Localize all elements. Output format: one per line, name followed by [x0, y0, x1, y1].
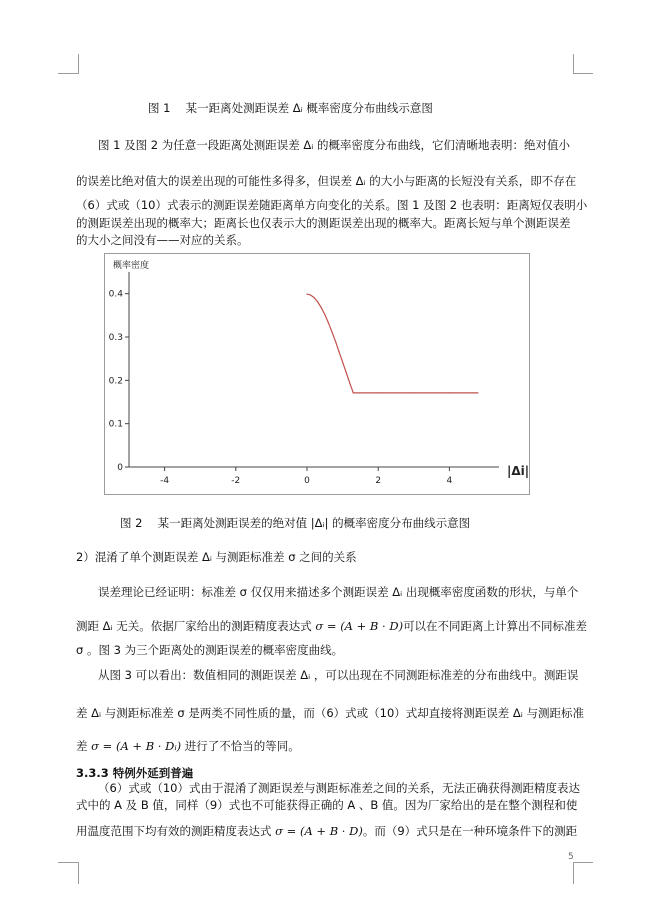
y-tick-label: 0.4 [108, 289, 123, 300]
data-point [378, 392, 379, 393]
paragraph-1-line-5: 的大小之间没有——对应的关系。 [76, 233, 249, 247]
paragraph-4-line-3-end: 。而（9）式只是在一种环境条件下的测距 [362, 824, 578, 838]
precision-formula: σ = (A + B · D) [315, 619, 404, 633]
x-axis-title: |Δi| [507, 464, 529, 478]
crop-mark-bottom-left-v [78, 862, 79, 884]
figure-2-chart [104, 253, 530, 495]
x-tick-label: -4 [160, 476, 170, 486]
figure-1-caption: 图 1 某一距离处测距误差 Δᵢ 概率密度分布曲线示意图 [148, 101, 433, 115]
y-tick-label: 0.3 [108, 333, 123, 343]
paragraph-2-line-3: σ 。图 3 为三个距离处的测距误差的概率密度曲线。 [76, 643, 344, 657]
paragraph-3-line-3-end: 进行了不恰当的等同。 [181, 739, 300, 753]
data-point [331, 331, 332, 332]
x-tick-label: 0 [304, 476, 310, 486]
paragraph-2-line-1: 误差理论已经证明：标准差 σ 仅仅用来描述多个测距误差 Δᵢ 出现概率密度函数的形状，与单个 [98, 585, 579, 599]
data-point [317, 301, 318, 302]
paragraph-3-line-3-start: 差 [76, 739, 92, 753]
series-line [307, 294, 478, 393]
page-number: 5 [568, 852, 574, 862]
data-point [314, 297, 315, 298]
paragraph-4-line-3 [76, 823, 577, 839]
paragraph-2-line-2 [76, 618, 587, 634]
section-2-heading: 2）混淆了单个测距误差 Δᵢ 与测距标准差 σ 之间的关系 [76, 550, 357, 564]
crop-mark-top-left-h [58, 73, 78, 74]
paragraph-1-line-1: 图 1 及图 2 为任意一段距离处测距误差 Δᵢ 的概率密度分布曲线，它们清晰地表明：绝对值小 [98, 138, 570, 152]
y-tick-label: 0 [117, 463, 123, 473]
paragraph-3-line-1: 从图 3 可以看出：数值相同的测距误差 Δᵢ ，可以出现在不同测距标准差的分布曲线中。测距误 [98, 668, 579, 682]
x-tick-label: -2 [231, 476, 241, 486]
crop-mark-top-left-v [78, 54, 79, 74]
data-point [342, 362, 343, 363]
paragraph-1-line-3: （6）式或（10）式表示的测距误差随距离单方向变化的关系。图 1 及图 2 也表明：距离短仅表明小 [76, 198, 588, 212]
paragraph-3-line-3 [76, 738, 300, 754]
data-point [321, 307, 322, 308]
data-point [306, 294, 307, 295]
data-point [310, 294, 311, 295]
paragraph-1-line-4: 的测距误差出现的概率大；距离长也仅表示大的测距误差出现的概率大。距离长短与单个测距误差 [76, 216, 571, 230]
x-tick-label: 2 [375, 476, 382, 486]
x-tick-label: 4 [446, 476, 453, 486]
paragraph-2-line-2-start: 测距 Δᵢ 无关。依据厂家给出的测距精度表达式 [76, 619, 316, 633]
data-point [346, 372, 347, 373]
data-point [449, 392, 450, 393]
crop-mark-bottom-left-h [58, 862, 78, 863]
paragraph-4-line-1: （6）式或（10）式由于混淆了测距误差与测距标准差之间的关系，无法正确获得测距精度表达 [98, 781, 580, 795]
section-3-3-3-heading: 3.3.3 特例外延到普遍 [76, 766, 194, 780]
data-point [324, 314, 325, 315]
data-point [338, 351, 339, 352]
crop-mark-top-right-v [573, 54, 574, 74]
data-point [353, 392, 354, 393]
data-point [413, 392, 414, 393]
chart-svg [105, 254, 529, 494]
precision-formula-indexed: σ = (A + B · Dᵢ) [91, 739, 182, 753]
crop-mark-bottom-right-v [573, 862, 574, 884]
data-point [477, 392, 478, 393]
paragraph-1-line-2: 的误差比绝对值大的误差出现的可能性多得多，但误差 Δᵢ 的大小与距离的长短没有关系，即不存在 [76, 174, 577, 188]
crop-mark-bottom-right-h [573, 862, 593, 863]
paragraph-2-line-2-end: 可以在不同距离上计算出不同标准差 [403, 619, 588, 633]
precision-formula-2: σ = (A + B · D) [275, 824, 363, 838]
data-point [328, 322, 329, 323]
y-axis-title: 概率密度 [113, 261, 150, 271]
data-point [349, 382, 350, 383]
paragraph-4-line-2: 式中的 A 及 B 值，同样（9）式也不可能获得正确的 A 、B 值。因为厂家给出的是在整个测程和使 [76, 798, 578, 812]
paragraph-4-line-3-start: 用温度范围下均有效的测距精度表达式 [76, 824, 276, 838]
figure-2-caption: 图 2 某一距离处测距误差的绝对值 |Δᵢ| 的概率密度分布曲线示意图 [120, 516, 471, 530]
y-tick-label: 0.1 [108, 419, 123, 430]
y-tick-label: 0.2 [108, 376, 123, 387]
paragraph-3-line-2: 差 Δᵢ 与测距标准差 σ 是两类不同性质的量，而（6）式或（10）式却直接将测距误差 Δᵢ 与测距标准 [76, 706, 585, 720]
data-point [335, 341, 336, 342]
crop-mark-top-right-h [573, 73, 593, 74]
